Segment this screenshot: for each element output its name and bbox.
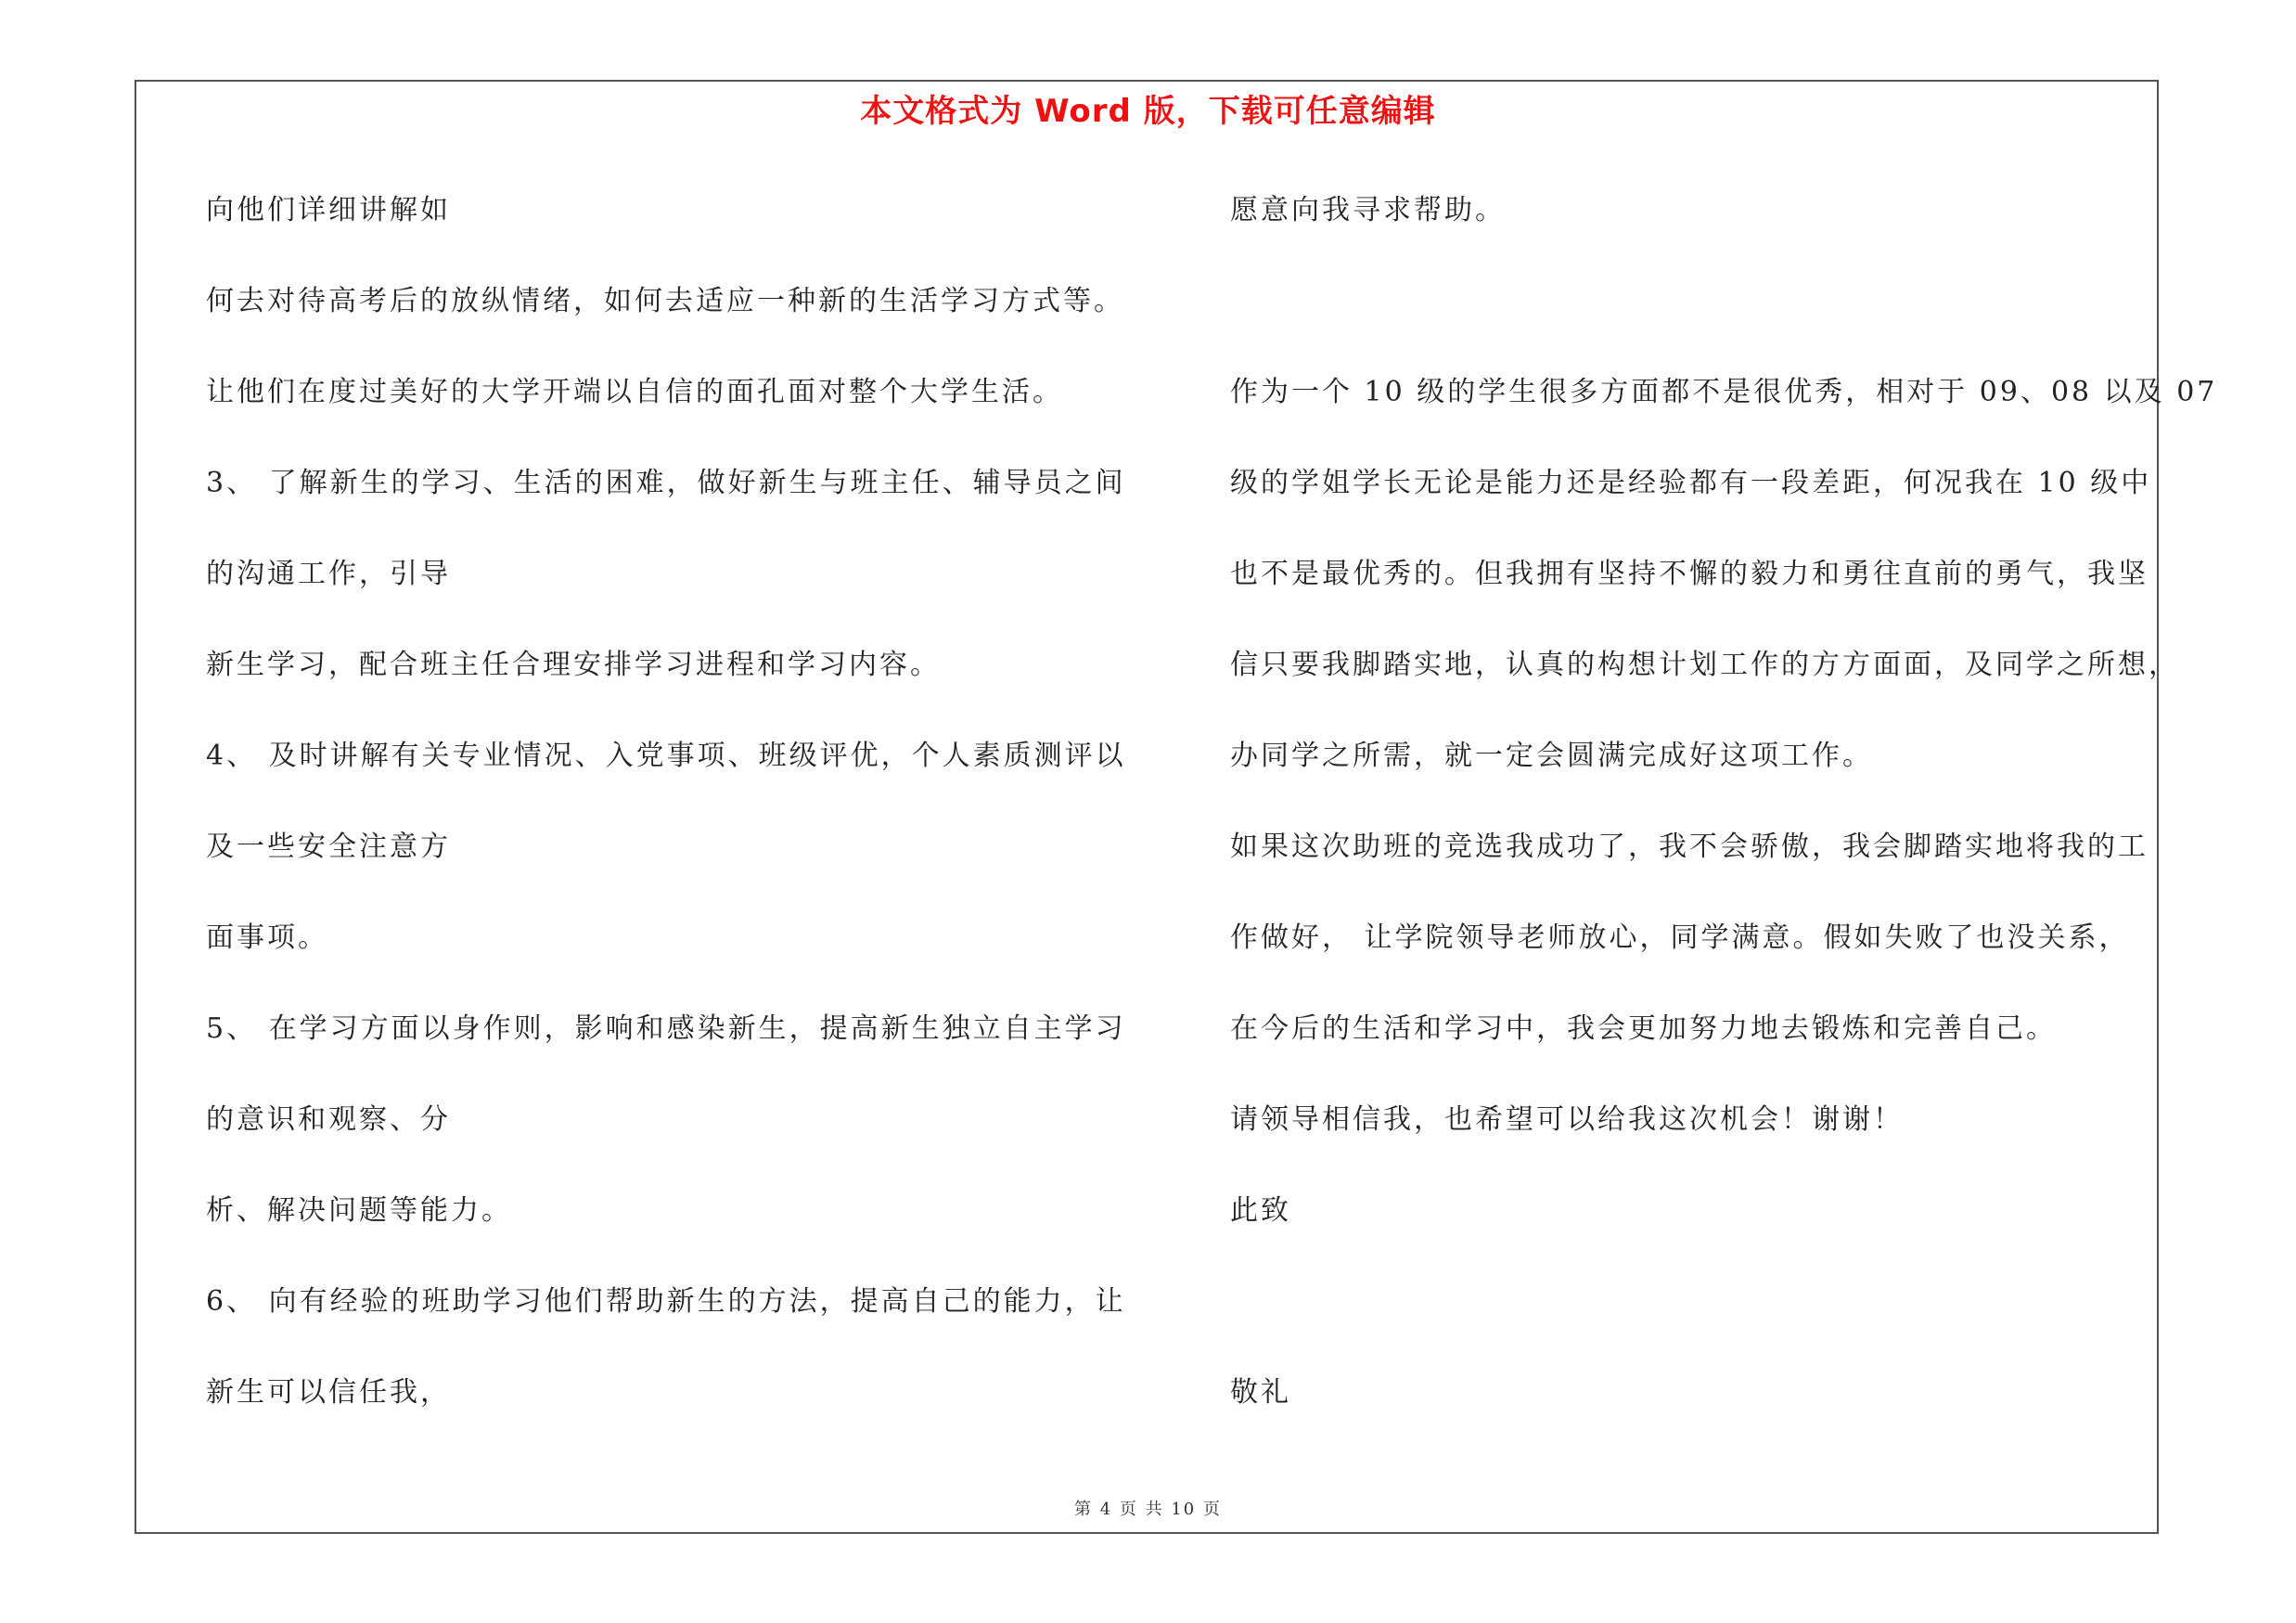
text-line: 何去对待高考后的放纵情绪，如何去适应一种新的生活学习方式等。 bbox=[206, 285, 1124, 317]
text-line: 3、 了解新生的学习、生活的困难，做好新生与班主任、辅导员之间 bbox=[206, 467, 1126, 499]
text-line: 让他们在度过美好的大学开端以自信的面孔面对整个大学生活。 bbox=[206, 376, 1063, 408]
text-line: 级的学姐学长无论是能力还是经验都有一段差距，何况我在 10 级中 bbox=[1230, 467, 2152, 499]
text-line: 在今后的生活和学习中，我会更加努力地去锻炼和完善自己。 bbox=[1230, 1012, 2057, 1045]
text-line: 向他们详细讲解如 bbox=[206, 194, 451, 226]
text-line: 及一些安全注意方 bbox=[206, 831, 451, 863]
text-line: 6、 向有经验的班助学习他们帮助新生的方法，提高自己的能力，让 bbox=[206, 1285, 1126, 1318]
text-line: 新生可以信任我， bbox=[206, 1376, 451, 1409]
text-line: 作做好， 让学院领导老师放心，同学满意。假如失败了也没关系， bbox=[1230, 921, 2130, 954]
text-line: 面事项。 bbox=[206, 921, 328, 954]
text-line: 的沟通工作，引导 bbox=[206, 558, 451, 590]
text-line: 办同学之所需，就一定会圆满完成好这项工作。 bbox=[1230, 740, 1873, 772]
text-line: 信只要我脚踏实地，认真的构想计划工作的方方面面，及同学之所想， bbox=[1230, 649, 2179, 681]
text-line: 愿意向我寻求帮助。 bbox=[1230, 194, 1506, 226]
text-line: 析、解决问题等能力。 bbox=[206, 1194, 512, 1227]
closing-salutation: 此致 bbox=[1230, 1194, 1291, 1227]
page-number-footer: 第 4 页 共 10 页 bbox=[1074, 1500, 1222, 1519]
text-line: 请领导相信我，也希望可以给我这次机会！谢谢！ bbox=[1230, 1103, 1904, 1136]
text-line: 4、 及时讲解有关专业情况、入党事项、班级评优，个人素质测评以 bbox=[206, 740, 1126, 772]
text-line: 如果这次助班的竞选我成功了，我不会骄傲，我会脚踏实地将我的工 bbox=[1230, 831, 2148, 863]
text-line: 新生学习，配合班主任合理安排学习进程和学习内容。 bbox=[206, 649, 941, 681]
format-notice-banner: 本文格式为 Word 版，下载可任意编辑 bbox=[860, 93, 1436, 130]
text-line: 的意识和观察、分 bbox=[206, 1103, 451, 1136]
text-line: 5、 在学习方面以身作则，影响和感染新生，提高新生独立自主学习 bbox=[206, 1012, 1126, 1045]
text-line: 作为一个 10 级的学生很多方面都不是很优秀，相对于 09、08 以及 07 bbox=[1230, 376, 2218, 408]
text-line: 也不是最优秀的。但我拥有坚持不懈的毅力和勇往直前的勇气，我坚 bbox=[1230, 558, 2148, 590]
closing-regards: 敬礼 bbox=[1230, 1376, 1291, 1409]
